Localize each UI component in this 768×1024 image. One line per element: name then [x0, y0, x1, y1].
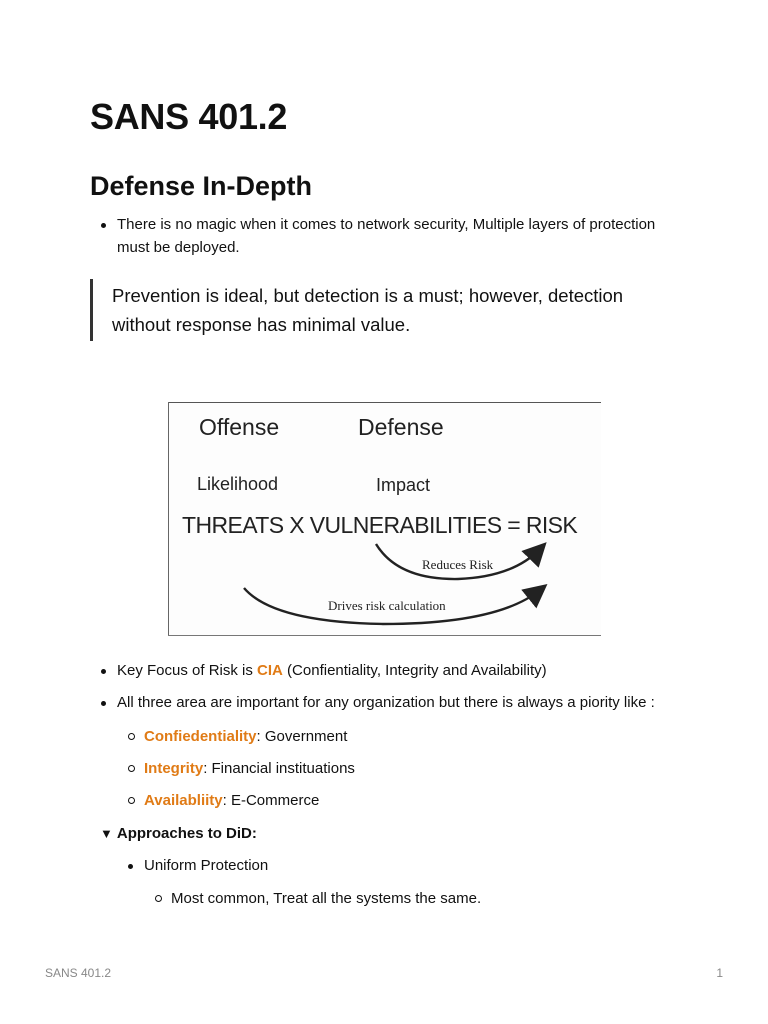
list-item: There is no magic when it comes to network security, Multiple layers of protection must be deployed. — [90, 213, 670, 259]
diagram-label-impact: Impact — [376, 475, 431, 495]
footer-title: SANS 401.2 — [45, 966, 112, 980]
priority-detail: : Government — [256, 728, 348, 745]
priority-term: Confiedentiality — [144, 728, 257, 745]
triangle-down-icon: ▼ — [100, 826, 113, 841]
quote-block: Prevention is ideal, but detection is a must; however, detection without response has minimal value. — [90, 279, 672, 341]
diagram-label-drives-risk: Drives risk calculation — [328, 598, 446, 613]
diagram-formula: THREATS X VULNERABILITIES = RISK — [182, 512, 578, 538]
priority-term: Integrity — [144, 760, 204, 777]
list-item — [117, 725, 355, 748]
approaches-toggle[interactable] — [100, 822, 257, 845]
focus-prefix: Key Focus of Risk is — [117, 662, 258, 679]
diagram-label-defense: Defense — [358, 414, 444, 440]
priority-detail: : Financial instituations — [203, 760, 355, 777]
approaches-detail-list — [144, 887, 481, 910]
diagram-label-offense: Offense — [199, 414, 280, 440]
intro-list — [90, 213, 670, 259]
priority-detail: : E-Commerce — [222, 792, 320, 809]
diagram-label-reduces-risk: Reduces Risk — [422, 557, 494, 572]
section-heading: Defense In-Depth — [90, 171, 313, 201]
page-title: SANS 401.2 — [90, 96, 288, 137]
risk-diagram — [168, 402, 601, 636]
list-item: All three area are important for any organization but there is always a piority like : — [90, 691, 690, 714]
focus-suffix: (Confientiality, Integrity and Availability) — [282, 662, 547, 679]
list-item — [117, 757, 355, 780]
diagram-label-likelihood: Likelihood — [197, 474, 279, 494]
cia-highlight: CIA — [257, 662, 283, 679]
priority-list — [117, 725, 355, 821]
priority-term: Availabliity — [144, 792, 223, 809]
approaches-list — [117, 854, 268, 877]
list-item: Most common, Treat all the systems the same. — [144, 887, 481, 910]
page-number: 1 — [716, 966, 723, 980]
list-item — [117, 789, 355, 812]
approaches-toggle-label: Approaches to DiD: — [116, 825, 257, 842]
focus-list — [90, 659, 690, 723]
list-item — [90, 659, 690, 682]
list-item: Uniform Protection — [117, 854, 268, 877]
